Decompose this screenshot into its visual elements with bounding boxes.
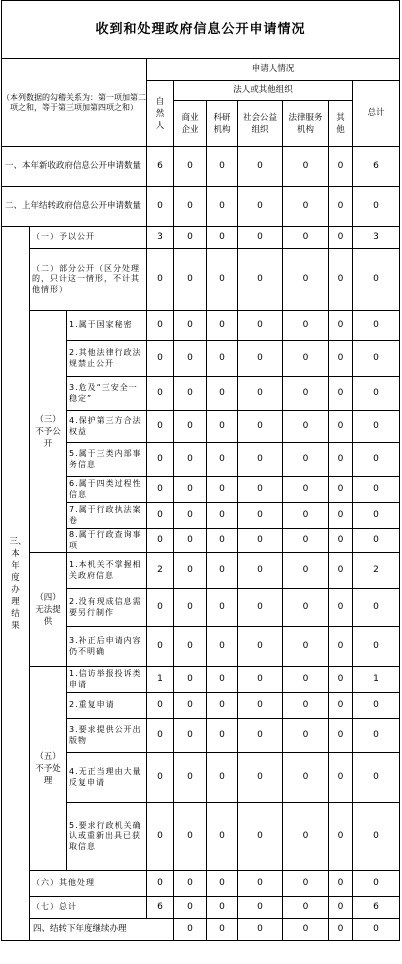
cell-other: 0 <box>329 187 353 227</box>
table-row-new-apps <box>2 147 400 187</box>
cell-commercial: 0 <box>174 871 207 897</box>
row-label: 1.本机关不掌握相关政府信息 <box>67 553 147 589</box>
cell-social: 0 <box>238 753 283 803</box>
cell-social: 0 <box>238 311 283 341</box>
cell-other: 0 <box>329 553 353 589</box>
cell-commercial: 0 <box>174 529 207 553</box>
row-label: 1.属于国家秘密 <box>67 311 147 341</box>
cell-commercial: 0 <box>174 667 207 693</box>
cell-other: 0 <box>329 897 353 919</box>
cell-other: 0 <box>329 227 353 249</box>
cell-legal-service: 0 <box>283 147 329 187</box>
cell-research: 0 <box>207 529 238 553</box>
cell-natural: 0 <box>147 377 174 411</box>
cell-natural: 6 <box>147 897 174 919</box>
cell-research: 0 <box>207 311 238 341</box>
row-label: 5.属于三类内部事务信息 <box>67 443 147 477</box>
cell-social: 0 <box>283 919 329 941</box>
cell-other: 0 <box>329 311 353 341</box>
cell-other: 0 <box>329 147 353 187</box>
cell-research: 0 <box>207 411 238 443</box>
cell-other: 0 <box>329 443 353 477</box>
cell-research: 0 <box>207 341 238 377</box>
cell-total: 0 <box>353 753 400 803</box>
table-row-cp <box>2 553 400 589</box>
cell-natural: 0 <box>147 529 174 553</box>
header-social: 社会公益组织 <box>238 101 283 147</box>
cell-other: 0 <box>329 341 353 377</box>
cell-commercial: 0 <box>174 443 207 477</box>
cell-research: 0 <box>207 589 238 627</box>
cell-legal-service: 0 <box>283 477 329 503</box>
cell-natural: 0 <box>147 187 174 227</box>
cell-total: 0 <box>353 871 400 897</box>
cell-social: 0 <box>238 341 283 377</box>
cell-social: 0 <box>238 553 283 589</box>
cell-legal-service: 0 <box>283 627 329 667</box>
table-row-public <box>2 227 400 249</box>
cell-commercial: 0 <box>174 477 207 503</box>
cell-total: 3 <box>353 227 400 249</box>
cell-social: 0 <box>238 719 283 753</box>
cell-commercial: 0 <box>174 719 207 753</box>
cell-research: 0 <box>207 553 238 589</box>
cell-natural: 6 <box>147 147 174 187</box>
cell-natural: 3 <box>147 227 174 249</box>
cell-other: 0 <box>329 693 353 719</box>
row-label: （一）予以公开 <box>30 227 147 249</box>
cell-total: 0 <box>353 529 400 553</box>
cell-legal-service: 0 <box>283 187 329 227</box>
cell-social: 0 <box>238 529 283 553</box>
cell-legal-service: 0 <box>283 753 329 803</box>
cell-other: 0 <box>329 753 353 803</box>
row-label: 1.信访举报投诉类申请 <box>67 667 147 693</box>
cell-total: 2 <box>353 553 400 589</box>
row-label: 3.危及“三安全一稳定” <box>67 377 147 411</box>
cell-legal-service: 0 <box>283 249 329 311</box>
cell-commercial: 0 <box>174 147 207 187</box>
cell-natural: 0 <box>147 871 174 897</box>
header-applicant: 申请人情况 <box>147 59 400 81</box>
cell-total: 0 <box>353 187 400 227</box>
cell-commercial: 0 <box>174 377 207 411</box>
cell-natural: 0 <box>147 719 174 753</box>
row-label: 6.属于四类过程性信息 <box>67 477 147 503</box>
cell-commercial: 0 <box>174 897 207 919</box>
cell-total: 0 <box>353 443 400 477</box>
cell-total: 0 <box>353 627 400 667</box>
cell-social: 0 <box>238 589 283 627</box>
cell-natural: 0 <box>147 753 174 803</box>
cell-commercial: 0 <box>174 187 207 227</box>
cell-other: 0 <box>329 803 353 871</box>
cell-legal-service: 0 <box>283 311 329 341</box>
cell-social: 0 <box>238 503 283 529</box>
row-label: 2.重复申请 <box>67 693 147 719</box>
cell-commercial: 0 <box>174 227 207 249</box>
header-research: 科研机构 <box>207 101 238 147</box>
row-label: （六）其他处理 <box>30 871 147 897</box>
cell-social: 0 <box>238 249 283 311</box>
cell-research: 0 <box>207 377 238 411</box>
cannot-provide-group: （四）无法提供 <box>30 553 67 667</box>
cell-research: 0 <box>207 147 238 187</box>
disclosure-table <box>1 0 400 941</box>
cell-social: 0 <box>238 871 283 897</box>
cell-research: 0 <box>207 871 238 897</box>
cell-natural: 0 <box>147 477 174 503</box>
cell-natural: 0 <box>174 919 207 941</box>
row-label: 5.要求行政机关确认或重新出具已获取信息 <box>67 803 147 871</box>
cell-legal-service: 0 <box>283 693 329 719</box>
cell-total: 0 <box>353 589 400 627</box>
cell-commercial: 0 <box>174 753 207 803</box>
cell-social: 0 <box>238 803 283 871</box>
cell-total: 0 <box>353 803 400 871</box>
cell-social: 0 <box>238 227 283 249</box>
cell-social: 0 <box>238 411 283 443</box>
table-row-subtotal <box>2 897 400 919</box>
cell-social: 0 <box>238 693 283 719</box>
cell-commercial: 0 <box>174 503 207 529</box>
table-row-carried <box>2 187 400 227</box>
cell-other: 0 <box>329 627 353 667</box>
cell-other: 0 <box>353 919 400 941</box>
header-total: 总计 <box>353 81 400 147</box>
cell-total: 1 <box>353 667 400 693</box>
table-row-nq <box>2 667 400 693</box>
cell-research: 0 <box>207 803 238 871</box>
cell-natural: 0 <box>147 443 174 477</box>
table-title: 收到和处理政府信息公开申请情况 <box>2 1 400 59</box>
row-label: （二）部分公开（区分处理的，只计这一情形，不计其他情形） <box>30 249 147 311</box>
cell-total: 6 <box>353 897 400 919</box>
cell-legal-service: 0 <box>283 897 329 919</box>
row-label: 8.属于行政查询事项 <box>67 529 147 553</box>
row-label: 一、本年新收政府信息公开申请数量 <box>2 147 147 187</box>
cell-legal-service: 0 <box>283 227 329 249</box>
cell-legal-service: 0 <box>283 589 329 627</box>
cell-research: 0 <box>207 667 238 693</box>
cell-other: 0 <box>329 871 353 897</box>
table-row-other-process <box>2 871 400 897</box>
cell-commercial: 0 <box>174 693 207 719</box>
cell-total: 0 <box>353 719 400 753</box>
cell-social: 0 <box>238 627 283 667</box>
cell-research: 0 <box>207 187 238 227</box>
cell-legal-service: 0 <box>283 341 329 377</box>
row-label: 3.要求提供公开出版物 <box>67 719 147 753</box>
cell-legal-service: 0 <box>283 667 329 693</box>
header-other: 其他 <box>329 101 353 147</box>
header-commercial: 商业企业 <box>174 101 207 147</box>
cell-legal-service: 0 <box>283 503 329 529</box>
cell-other: 0 <box>329 667 353 693</box>
cell-legal-service: 0 <box>283 377 329 411</box>
row-label: 4.无正当理由大量反复申请 <box>67 753 147 803</box>
cell-research: 0 <box>207 719 238 753</box>
row-label: 7.属于行政执法案卷 <box>67 503 147 529</box>
cell-other: 0 <box>329 377 353 411</box>
cell-natural: 0 <box>147 803 174 871</box>
cell-commercial: 0 <box>174 411 207 443</box>
cell-research: 0 <box>207 897 238 919</box>
row-label: 2.其他法律行政法规禁止公开 <box>67 341 147 377</box>
cell-natural: 0 <box>147 249 174 311</box>
cell-legal-service: 0 <box>329 919 353 941</box>
cell-total: 0 <box>353 477 400 503</box>
cell-research: 0 <box>207 249 238 311</box>
cell-social: 0 <box>238 187 283 227</box>
header-legal-service: 法律服务机构 <box>283 101 329 147</box>
cell-social: 0 <box>238 147 283 187</box>
table-row-carry-next <box>2 919 400 941</box>
cell-total: 0 <box>353 311 400 341</box>
cell-research: 0 <box>207 443 238 477</box>
cell-research: 0 <box>207 503 238 529</box>
cell-natural: 0 <box>147 589 174 627</box>
cell-research: 0 <box>238 919 283 941</box>
cell-commercial: 0 <box>174 627 207 667</box>
cell-other: 0 <box>329 529 353 553</box>
cell-research: 0 <box>207 753 238 803</box>
cell-commercial: 0 <box>174 803 207 871</box>
not-public-group: （三）不予公开 <box>30 311 67 553</box>
cell-social: 0 <box>238 897 283 919</box>
cell-legal-service: 0 <box>283 803 329 871</box>
table-row-partial <box>2 249 400 311</box>
cell-natural: 2 <box>147 553 174 589</box>
cell-commercial: 0 <box>174 341 207 377</box>
cell-natural: 0 <box>147 627 174 667</box>
cell-total: 0 <box>353 693 400 719</box>
cell-total: 6 <box>353 147 400 187</box>
section3-label: 三、本年度办理结果 <box>2 227 30 941</box>
row-label: （七）总计 <box>30 897 147 919</box>
cell-total: 0 <box>353 377 400 411</box>
cell-social: 0 <box>238 477 283 503</box>
row-label: 二、上年结转政府信息公开申请数量 <box>2 187 147 227</box>
row-label: 四、结转下年度继续办理 <box>30 919 174 941</box>
cell-other: 0 <box>329 589 353 627</box>
cell-natural: 0 <box>147 311 174 341</box>
cell-other: 0 <box>329 411 353 443</box>
cell-research: 0 <box>207 477 238 503</box>
cell-commercial: 0 <box>174 589 207 627</box>
cell-legal-service: 0 <box>283 529 329 553</box>
row-label: 3.补正后申请内容仍不明确 <box>67 627 147 667</box>
cell-commercial: 0 <box>207 919 238 941</box>
cell-natural: 0 <box>147 341 174 377</box>
cell-research: 0 <box>207 693 238 719</box>
cell-total: 0 <box>353 341 400 377</box>
cell-total: 0 <box>353 249 400 311</box>
cell-total: 0 <box>353 411 400 443</box>
header-natural-person: 自然人 <box>147 81 174 147</box>
cell-legal-service: 0 <box>283 411 329 443</box>
cell-research: 0 <box>207 627 238 667</box>
cell-other: 0 <box>329 719 353 753</box>
cell-other: 0 <box>329 503 353 529</box>
cell-legal-service: 0 <box>283 719 329 753</box>
cell-legal-service: 0 <box>283 871 329 897</box>
row-label: 4.保护第三方合法权益 <box>67 411 147 443</box>
cell-commercial: 0 <box>174 311 207 341</box>
cell-other: 0 <box>329 249 353 311</box>
row-label: 2.没有现成信息需要另行制作 <box>67 589 147 627</box>
cell-total: 0 <box>353 503 400 529</box>
header-legal-group: 法人或其他组织 <box>174 81 353 101</box>
cell-legal-service: 0 <box>283 553 329 589</box>
cell-commercial: 0 <box>174 249 207 311</box>
cell-natural: 0 <box>147 693 174 719</box>
header-note: （本列数据的勾稽关系为：第一项加第二项之和，等于第三项加第四项之和） <box>2 59 147 147</box>
cell-social: 0 <box>238 377 283 411</box>
cell-natural: 0 <box>147 411 174 443</box>
cell-research: 0 <box>207 227 238 249</box>
cell-natural: 1 <box>147 667 174 693</box>
no-process-group: （五）不予处理 <box>30 667 67 871</box>
table-row-np <box>2 311 400 341</box>
cell-other: 0 <box>329 477 353 503</box>
cell-natural: 0 <box>147 503 174 529</box>
cell-social: 0 <box>238 443 283 477</box>
cell-legal-service: 0 <box>283 443 329 477</box>
cell-commercial: 0 <box>174 553 207 589</box>
cell-social: 0 <box>238 667 283 693</box>
